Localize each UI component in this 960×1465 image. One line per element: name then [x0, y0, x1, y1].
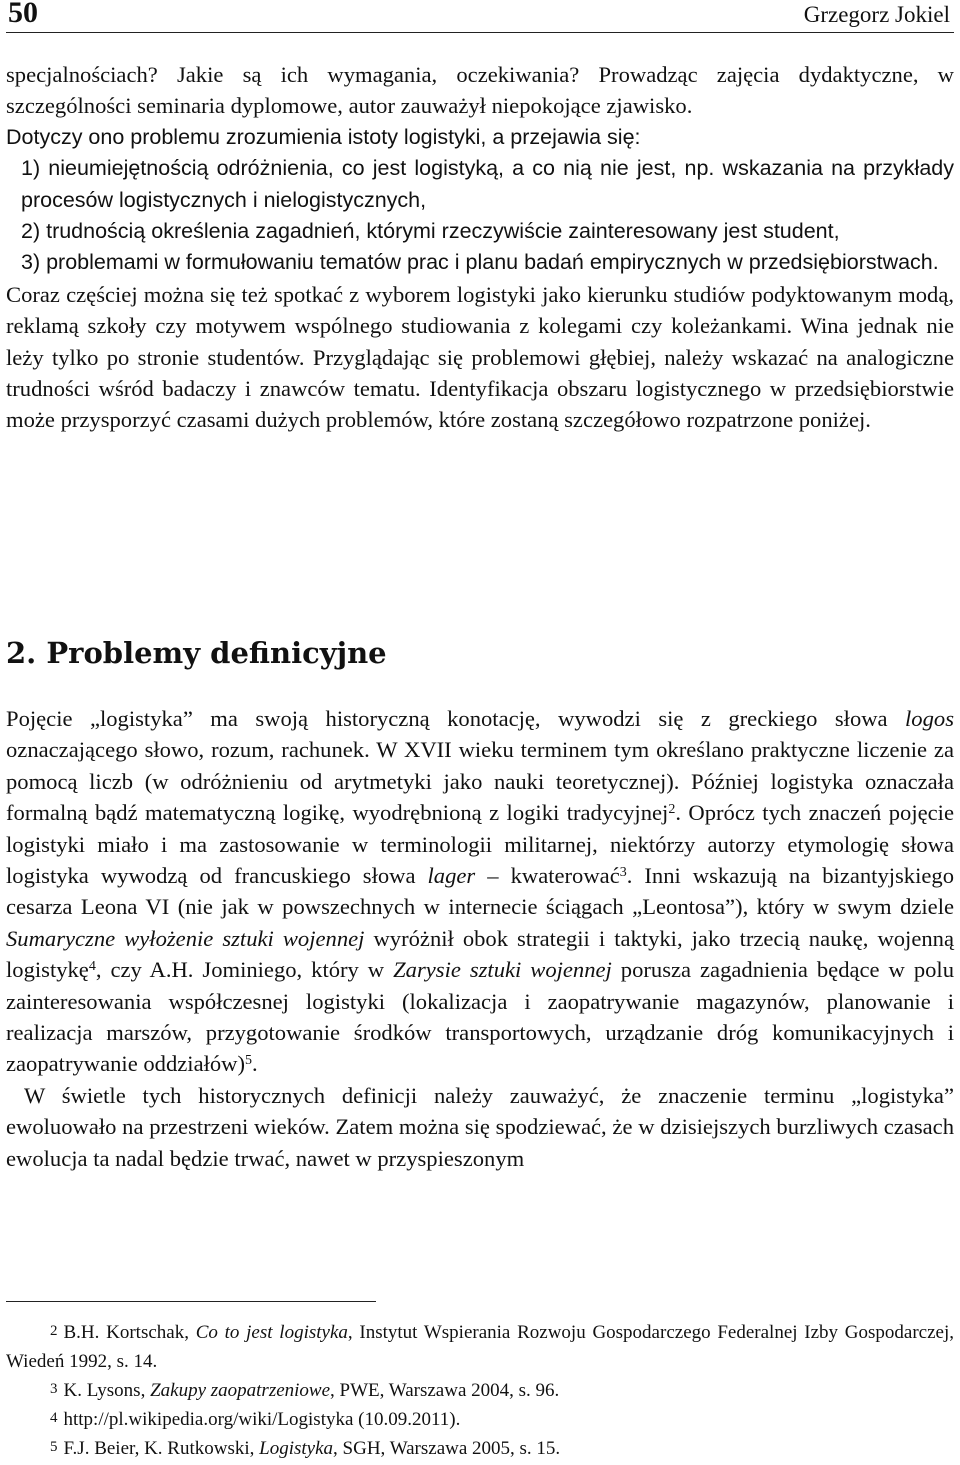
paragraph-motivation: Coraz częściej można się też spotkać z wyborem logistyki jako kierunku studiów podyktowanym modą, reklamą szkoły czy motywem wspólnego studiowania z kolegami czy koleżankami. Wina jednak nie leży tylko po stronie studentów. Przyglądając się problemowi głębiej, należy wskazać na analogiczne trudności wśród badaczy i znawców tematu. Identyfikacja obszaru logistycznego w przedsiębiorstwie może przysporzyć czasami dużych problemów, które zostaną szczegółowo rozpatrzone poniżej.	[6, 281, 954, 433]
footnote-ref-4: 4	[88, 959, 96, 975]
paragraph-intro-b: Dotyczy ono problemu zrozumienia istoty logistyki, a przejawia się:	[6, 124, 641, 149]
running-author: Grzegorz Jokiel	[803, 2, 950, 27]
section-heading-block	[6, 636, 954, 670]
footnote-separator	[6, 1301, 376, 1302]
section-body	[6, 703, 954, 1174]
list-item-2: 2) trudnością określenia zagadnień, którymi rzeczywiście zainteresowany jest student,	[21, 219, 840, 244]
footnote-ref-3: 3	[619, 865, 627, 881]
title-sumaryczne: Sumaryczne wyłożenie sztuki wojennej	[6, 925, 365, 951]
page-header	[6, 0, 954, 33]
footnote-2: 2 B.H. Kortschak, Co to jest logistyka, Instytut Wspierania Rozwoju Gospodarczego Federalnej Izby Gospodarczej, Wiedeń 1992, s. 14.	[6, 1322, 954, 1372]
footnote-5: 5 F.J. Beier, K. Rutkowski, Logistyka, SGH, Warszawa 2005, s. 15.	[50, 1438, 561, 1459]
paragraph-intro: specjalnościach? Jakie są ich wymagania, oczekiwania? Prowadząc zajęcia dydaktyczne, w szczególności seminaria dyplomowe, autor zauważył niepokojące zjawisko.	[6, 62, 954, 119]
footnote-ref-2: 2	[668, 802, 676, 818]
title-zarysie: Zarysie sztuki wojennej	[393, 957, 612, 983]
intro-block	[6, 59, 954, 436]
section-heading: 2. Problemy definicyjne	[6, 636, 387, 670]
list-item-1: 1) nieumiejętnością odróżnienia, co jest logistyką, a co nią nie jest, np. wskazania na przykłady procesów logistycznych i nielogistycznych,	[21, 156, 954, 212]
list-item-3: 3) problemami w formułowaniu tematów prac i planu badań empirycznych w przedsiębiorstwach.	[21, 250, 939, 275]
footnote-3: 3 K. Lysons, Zakupy zaopatrzeniowe, PWE, Warszawa 2004, s. 96.	[50, 1380, 560, 1401]
paragraph-definitions: Pojęcie „logistyka” ma swoją historyczną konotację, wywodzi się z greckiego słowa logos oznaczającego słowo, rozum, rachunek. W XVII wieku terminem tym określano praktyczne liczenie za pomocą liczb (w odróżnieniu od arytmetyki jako nauki teoretycznej). Później logistyka oznaczała formalną bądź matematyczną logikę, wyodrębnioną z logiki tradycyjnej$^2$. Oprócz tych znaczeń pojęcie logistyki miało i ma zastosowanie w terminologii militarnej, niektórzy autorzy etymologię słowa logistyka wywodzą od francuskiego słowa lager – kwaterować$^3$. Inni wskazują na bizantyjskiego cesarza Leona VI (nie jak w powszechnych w internecie ściągach „Leontosa”), który w swym dziele Sumaryczne wyłożenie sztuki wojennej wyróżnił obok strategii i taktyki, jako trzecią naukę, wojenną logistykę$^4$, czy A.H. Jominiego, który w Zarysie sztuki wojennej porusza zagadnienia będące w polu zainteresowania współczesnej logistyki (lokalizacja i zaopatrywanie magazynów, planowanie i realizacja marszów, przygotowanie środków transportowych, urządzanie dróg komunikacyjnych i zaopatrywanie oddziałów)$^5$.	[6, 706, 955, 1077]
footnote-4: 4 http://pl.wikipedia.org/wiki/Logistyka (10.09.2011).	[50, 1409, 461, 1430]
paragraph-evolution: W świetle tych historycznych definicji należy zauważyć, że znaczenie terminu „logistyka” ewoluowało na przestrzeni wieków. Zatem można się spodziewać, że w dzisiejszych burzliwych czasach ewolucja ta nadal będzie trwać, nawet w przyspieszonym	[6, 1082, 954, 1171]
term-lager: lager	[427, 863, 476, 889]
page-number: 50	[8, 0, 38, 29]
footnote-ref-5: 5	[245, 1053, 253, 1069]
term-logos: logos	[905, 706, 954, 731]
